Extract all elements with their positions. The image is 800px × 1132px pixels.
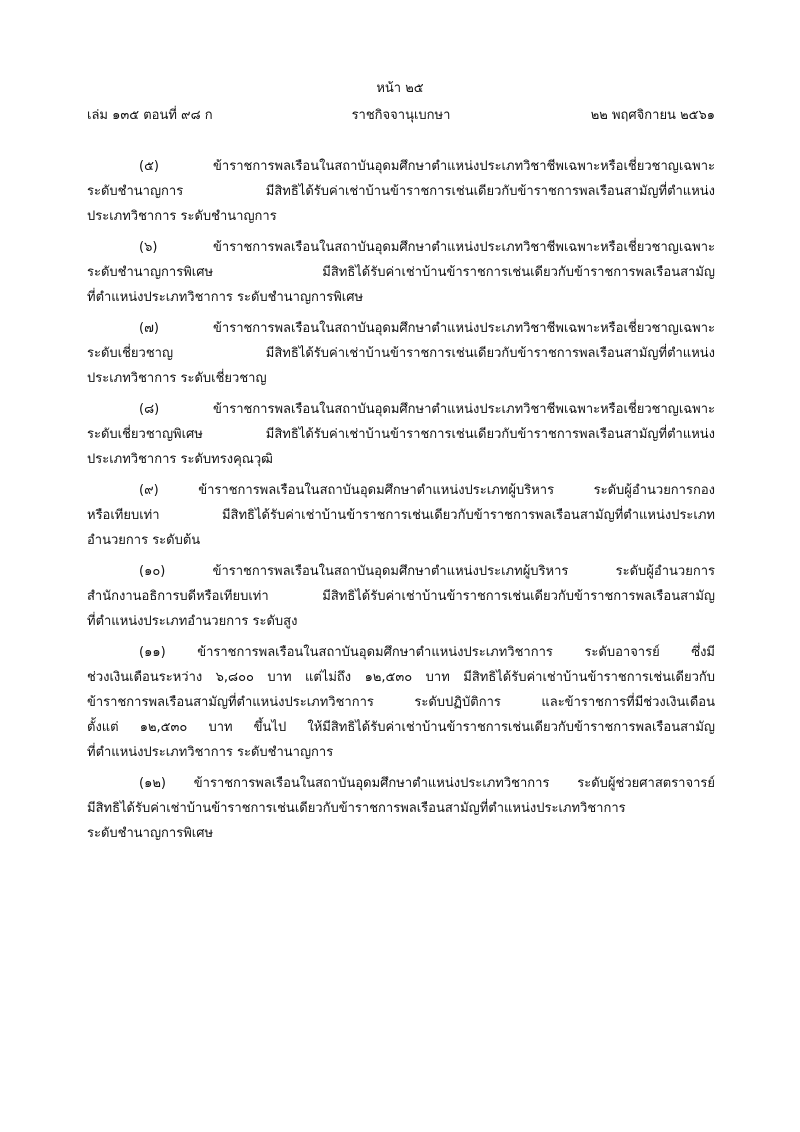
paragraph-line: ระดับเชี่ยวชาญ มีสิทธิได้รับค่าเช่าบ้านข้าราชการเช่นเดียวกับข้าราชการพลเรือนสามัญที่ตำแหน่ง bbox=[87, 346, 715, 361]
paragraph-line: สำนักงานอธิการบดีหรือเทียบเท่า มีสิทธิได้รับค่าเช่าบ้านข้าราชการเช่นเดียวกับข้าราชการพลเรือนสามัญ bbox=[87, 589, 715, 604]
paragraph-line: ประเภทวิชาการ ระดับเชี่ยวชาญ bbox=[87, 371, 267, 386]
clause-10 bbox=[87, 559, 715, 634]
gazette-header bbox=[87, 106, 715, 126]
paragraph-line: ระดับชำนาญการพิเศษ มีสิทธิได้รับค่าเช่าบ้านข้าราชการเช่นเดียวกับข้าราชการพลเรือนสามัญ bbox=[87, 265, 715, 280]
paragraph-line: ข้าราชการพลเรือนสามัญที่ตำแหน่งประเภทวิชาการ ระดับปฏิบัติการ และข้าราชการที่มีช่วงเงินเดือน bbox=[87, 695, 715, 710]
clause-7 bbox=[87, 316, 715, 391]
paragraph-line: ที่ตำแหน่งประเภทอำนวยการ ระดับสูง bbox=[87, 614, 298, 629]
paragraph-line: อำนวยการ ระดับต้น bbox=[87, 533, 201, 548]
paragraph-line: (๖) ข้าราชการพลเรือนในสถาบันอุดมศึกษาตำแหน่งประเภทวิชาชีพเฉพาะหรือเชี่ยวชาญเฉพาะ bbox=[139, 240, 715, 255]
publication-date: ๒๒ พฤศจิกายน ๒๕๖๑ bbox=[590, 108, 715, 123]
paragraph-line: ประเภทวิชาการ ระดับชำนาญการ bbox=[87, 209, 277, 224]
paragraph-line: ระดับเชี่ยวชาญพิเศษ มีสิทธิได้รับค่าเช่าบ้านข้าราชการเช่นเดียวกับข้าราชการพลเรือนสามัญที่ตำแหน่ง bbox=[87, 427, 715, 442]
paragraph-line: (๑๑) ข้าราชการพลเรือนในสถาบันอุดมศึกษาตำแหน่งประเภทวิชาการ ระดับอาจารย์ ซึ่งมี bbox=[139, 645, 715, 660]
paragraph-line: ที่ตำแหน่งประเภทวิชาการ ระดับชำนาญการ bbox=[87, 745, 334, 760]
clause-9 bbox=[87, 478, 715, 553]
clause-8 bbox=[87, 397, 715, 472]
paragraph-line: (๗) ข้าราชการพลเรือนในสถาบันอุดมศึกษาตำแหน่งประเภทวิชาชีพเฉพาะหรือเชี่ยวชาญเฉพาะ bbox=[139, 321, 715, 336]
paragraph-line: ประเภทวิชาการ ระดับทรงคุณวุฒิ bbox=[87, 452, 273, 467]
paragraph-line: ตั้งแต่ ๑๒,๕๓๐ บาท ขึ้นไป ให้มีสิทธิได้รับค่าเช่าบ้านข้าราชการเช่นเดียวกับข้าราชการพลเรือนสามัญ bbox=[87, 720, 715, 735]
gazette-name: ราชกิจจานุเบกษา bbox=[351, 108, 451, 123]
paragraph-line: ช่วงเงินเดือนระหว่าง ๖,๘๐๐ บาท แต่ไม่ถึง ๑๒,๕๓๐ บาท มีสิทธิได้รับค่าเช่าบ้านข้าราชการเช่นเดียวกับ bbox=[87, 670, 715, 685]
clause-11 bbox=[87, 640, 715, 765]
paragraph-line: (๑๐) ข้าราชการพลเรือนในสถาบันอุดมศึกษาตำแหน่งประเภทผู้บริหาร ระดับผู้อำนวยการ bbox=[139, 564, 715, 579]
document-body bbox=[87, 154, 715, 852]
volume-issue: เล่ม ๑๓๕ ตอนที่ ๙๘ ก bbox=[87, 108, 213, 123]
clause-5 bbox=[87, 154, 715, 229]
paragraph-line: ระดับชำนาญการพิเศษ bbox=[87, 826, 214, 841]
clause-6 bbox=[87, 235, 715, 310]
paragraph-line: ระดับชำนาญการ มีสิทธิได้รับค่าเช่าบ้านข้าราชการเช่นเดียวกับข้าราชการพลเรือนสามัญที่ตำแหน่ง bbox=[87, 184, 715, 199]
clause-12 bbox=[87, 771, 715, 846]
page-number: หน้า ๒๕ bbox=[376, 81, 424, 96]
paragraph-line: (๙) ข้าราชการพลเรือนในสถาบันอุดมศึกษาตำแหน่งประเภทผู้บริหาร ระดับผู้อำนวยการกอง bbox=[139, 483, 715, 498]
paragraph-line: (๑๒) ข้าราชการพลเรือนในสถาบันอุดมศึกษาตำแหน่งประเภทวิชาการ ระดับผู้ช่วยศาสตราจารย์ bbox=[139, 776, 715, 791]
paragraph-line: (๕) ข้าราชการพลเรือนในสถาบันอุดมศึกษาตำแหน่งประเภทวิชาชีพเฉพาะหรือเชี่ยวชาญเฉพาะ bbox=[139, 159, 715, 174]
paragraph-line: หรือเทียบเท่า มีสิทธิได้รับค่าเช่าบ้านข้าราชการเช่นเดียวกับข้าราชการพลเรือนสามัญที่ตำแหน่งประเภท bbox=[87, 508, 715, 523]
paragraph-line: (๘) ข้าราชการพลเรือนในสถาบันอุดมศึกษาตำแหน่งประเภทวิชาชีพเฉพาะหรือเชี่ยวชาญเฉพาะ bbox=[139, 402, 715, 417]
paragraph-line: มีสิทธิได้รับค่าเช่าบ้านข้าราชการเช่นเดียวกับข้าราชการพลเรือนสามัญที่ตำแหน่งประเภทวิชาการ bbox=[87, 801, 626, 816]
paragraph-line: ที่ตำแหน่งประเภทวิชาการ ระดับชำนาญการพิเศษ bbox=[87, 290, 364, 305]
